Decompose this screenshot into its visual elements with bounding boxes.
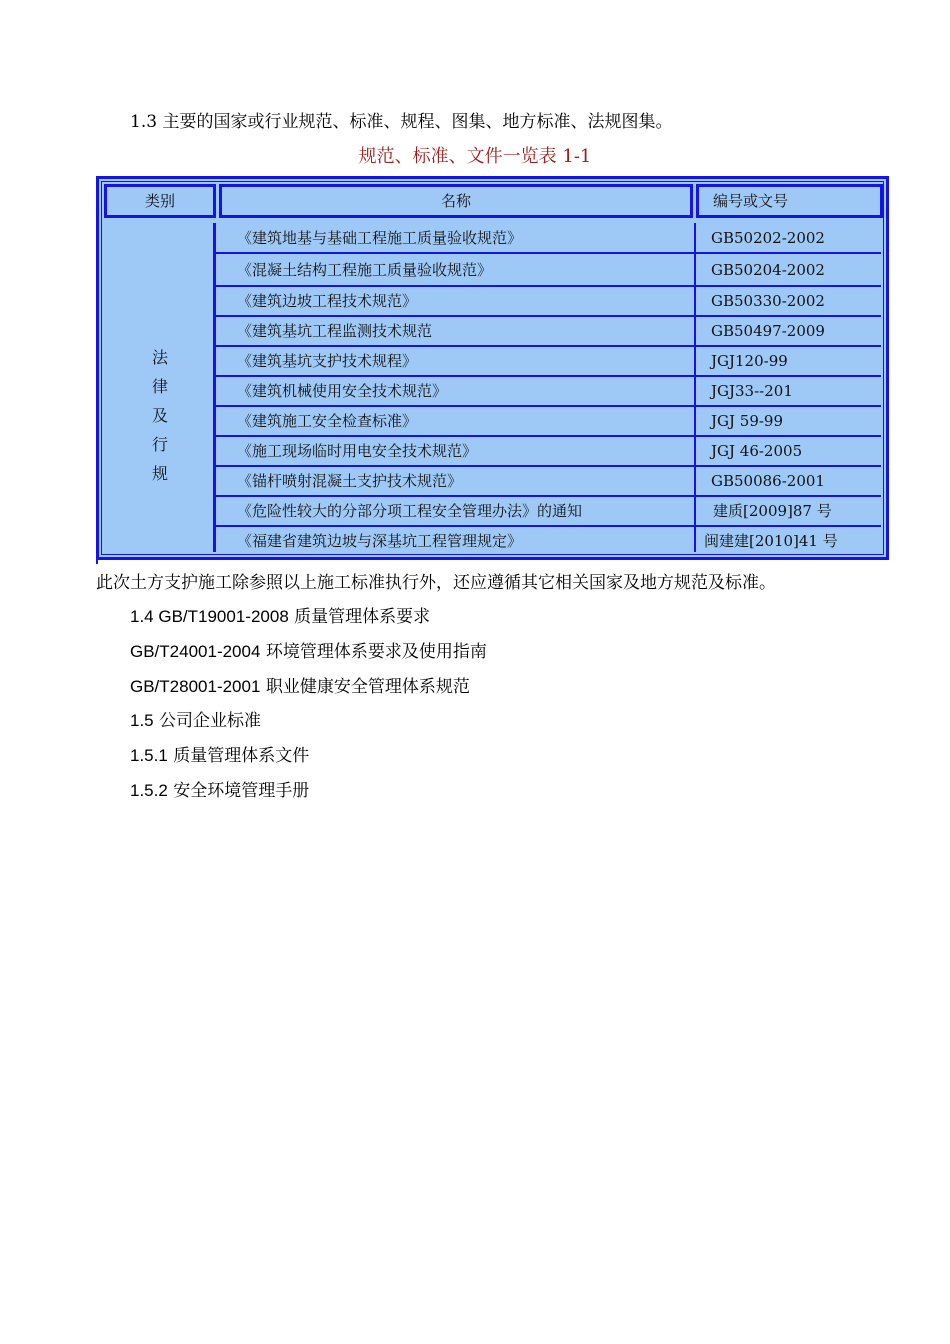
standard-name-cell: 《建筑边坡工程技术规范》 [237,292,418,310]
line-text: 职业健康安全管理体系规范 [260,677,470,697]
line-1-5-2 [130,779,309,803]
category-label [104,343,216,488]
standard-name-cell: 《建筑基坑工程监测技术规范 [237,322,433,340]
category-char: 行 [151,435,168,454]
standard-name-cell: 《建筑机械使用安全技术规范》 [237,382,448,400]
line-text: 环境管理体系要求及使用指南 [260,642,487,662]
category-char: 规 [151,464,168,483]
line-text: 公司企业标准 [153,711,262,731]
row-divider [216,252,881,254]
line-text: 质量管理体系文件 [167,746,310,766]
row-divider [216,285,881,287]
standards-table [96,176,889,560]
row-divider [216,465,881,467]
name-code-divider [694,223,696,552]
section-1-3-paragraph: 1.3 主要的国家或行业规范、标准、规程、图集、地方标准、法规图集。 [130,112,673,132]
line-text: 质量管理体系要求 [288,607,431,627]
header-category-label: 类别 [144,192,175,210]
line-number: GB/T28001-2001 [130,677,261,696]
header-category-cell [104,184,216,218]
row-divider [216,405,881,407]
line-1-4 [130,605,430,629]
standard-code-cell: GB50497-2009 [711,322,825,340]
standard-name-cell: 《建筑基坑支护技术规程》 [237,352,418,370]
standard-code-cell: JGJ33--201 [711,382,793,400]
standard-code-cell: 建质[2009]87 号 [713,502,832,520]
standard-name-cell: 《建筑地基与基础工程施工质量验收规范》 [237,229,523,247]
header-code-label: 编号或文号 [713,192,789,210]
standard-code-cell: JGJ 46-2005 [711,442,803,460]
table-caption: 规范、标准、文件一览表 1-1 [358,146,592,167]
line-number: GB/T24001-2004 [130,642,261,661]
table-left-tick [96,540,98,564]
standard-code-cell: GB50330-2002 [711,292,825,310]
row-divider [216,315,881,317]
standard-name-cell: 《建筑施工安全检查标准》 [237,412,418,430]
category-char: 律 [151,377,168,396]
row-divider [216,435,881,437]
standard-name-cell: 《锚杆喷射混凝土支护技术规范》 [237,472,463,490]
line-number: 1.5.2 [130,781,168,800]
standard-code-cell: GB50204-2002 [711,260,825,279]
standard-code-cell: GB50202-2002 [711,229,825,247]
line-number: 1.5.1 [130,746,168,765]
header-name-label: 名称 [440,192,471,210]
row-divider [216,375,881,377]
standard-name-cell: 《混凝土结构工程施工质量验收规范》 [237,260,493,279]
header-code-cell [696,184,883,218]
line-1-5-1 [130,744,309,768]
standard-name-cell: 《危险性较大的分部分项工程安全管理办法》的通知 [237,502,583,520]
standard-code-cell: JGJ 59-99 [711,412,784,430]
standard-name-cell: 《福建省建筑边坡与深基坑工程管理规定》 [237,532,523,550]
line-number: 1.5 [130,711,154,730]
category-char: 法 [151,348,168,367]
row-divider [216,495,881,497]
standard-name-cell: 《施工现场临时用电安全技术规范》 [237,442,478,460]
line-gbt24001 [130,640,487,664]
line-text: 安全环境管理手册 [167,781,310,801]
row-divider [216,525,881,527]
header-name-cell [219,184,693,218]
category-column [104,223,216,552]
row-divider [216,345,881,347]
line-gbt28001 [130,675,470,699]
standard-code-cell: GB50086-2001 [711,472,825,490]
standard-code-cell: JGJ120-99 [711,352,788,370]
line-number: 1.4 GB/T19001-2008 [130,607,289,626]
line-1-5 [130,709,261,733]
after-table-paragraph: 此次土方支护施工除参照以上施工标准执行外，还应遵循其它相关国家及地方规范及标准。 [96,573,776,593]
standard-code-cell: 闽建建[2010]41 号 [704,532,838,550]
category-char: 及 [151,406,168,425]
